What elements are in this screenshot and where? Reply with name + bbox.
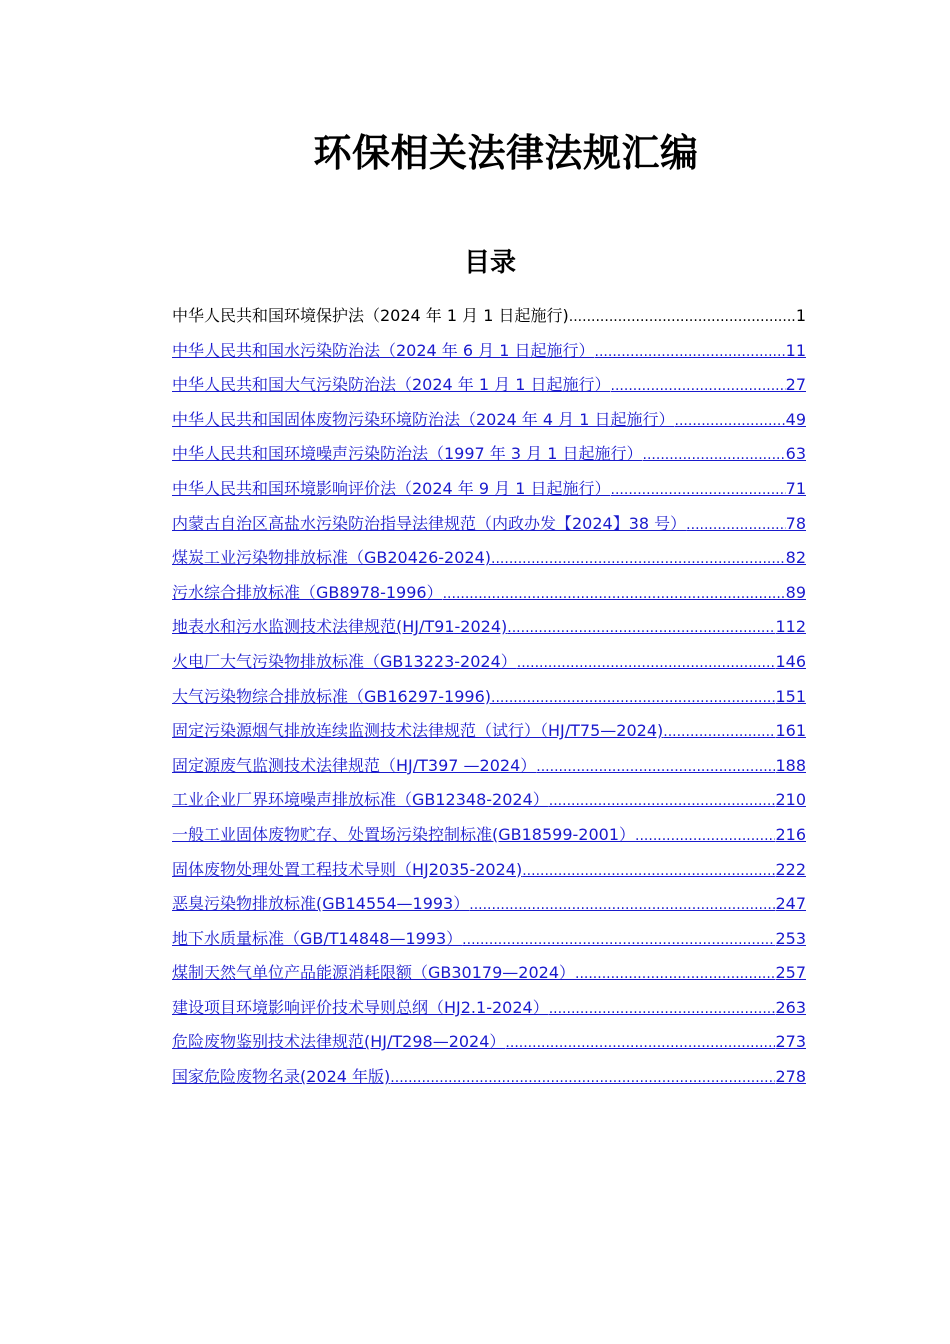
- toc-entry-page-number: 112: [775, 617, 806, 637]
- toc-entry[interactable]: [172, 925, 806, 960]
- toc-entry-title: 污水综合排放标准（GB8978-1996）: [172, 582, 443, 602]
- toc-entry-title: 中华人民共和国水污染防治法（2024 年 6 月 1 日起施行）: [172, 340, 595, 360]
- toc-dot-leader: [469, 891, 775, 919]
- toc-entry-title: 大气污染物综合排放标准（GB16297-1996): [172, 686, 492, 706]
- toc-entry-title: 固体废物处理处置工程技术导则（HJ2035-2024): [172, 859, 523, 879]
- toc-entry-title: 危险废物鉴别技术法律规范(HJ/T298—2024）: [172, 1032, 506, 1052]
- toc-dot-leader: [462, 926, 775, 954]
- toc-entry[interactable]: [172, 440, 806, 475]
- toc-dot-leader: [491, 684, 775, 712]
- toc-entry[interactable]: [172, 683, 806, 718]
- toc-entry-page-number: 278: [775, 1067, 806, 1087]
- table-of-contents: [172, 302, 806, 1098]
- toc-entry-title: 一般工业固体废物贮存、处置场污染控制标准(GB18599-2001）: [172, 824, 636, 844]
- toc-entry[interactable]: [172, 821, 806, 856]
- toc-entry[interactable]: [172, 890, 806, 925]
- toc-entry[interactable]: [172, 475, 806, 510]
- toc-entry-title: 恶臭污染物排放标准(GB14554—1993）: [172, 894, 470, 914]
- toc-dot-leader: [611, 476, 786, 504]
- toc-entry[interactable]: [172, 613, 806, 648]
- toc-entry-title: 国家危险废物名录(2024 年版): [172, 1067, 391, 1087]
- toc-entry-title: 固定源废气监测技术法律规范（HJ/T397 —2024）: [172, 755, 537, 775]
- toc-entry-title: 中华人民共和国环境保护法（2024 年 1 月 1 日起施行): [172, 306, 569, 325]
- toc-entry-page-number: 188: [775, 755, 806, 775]
- toc-dot-leader: [611, 372, 786, 400]
- toc-entry[interactable]: [172, 579, 806, 614]
- toc-dot-leader: [443, 580, 786, 608]
- toc-entry-page-number: 247: [775, 894, 806, 914]
- toc-entry[interactable]: [172, 510, 806, 545]
- toc-entry-title: 内蒙古自治区高盐水污染防治指导法律规范（内政办发【2024】38 号）: [172, 513, 687, 533]
- toc-entry-title: 工业企业厂界环境噪声排放标准（GB12348-2024）: [172, 790, 549, 810]
- toc-entry[interactable]: [172, 337, 806, 372]
- toc-entry-title: 煤炭工业污染物排放标准（GB20426-2024): [172, 548, 492, 568]
- toc-dot-leader: [675, 407, 786, 435]
- toc-entry[interactable]: [172, 371, 806, 406]
- toc-dot-leader: [549, 787, 776, 815]
- toc-dot-leader: [549, 995, 776, 1023]
- toc-entry[interactable]: [172, 717, 806, 752]
- toc-dot-leader: [663, 718, 775, 746]
- toc-entry-page-number: 146: [775, 651, 806, 671]
- toc-entry-title: 中华人民共和国大气污染防治法（2024 年 1 月 1 日起施行）: [172, 375, 611, 395]
- toc-entry-title: 火电厂大气污染物排放标准（GB13223-2024）: [172, 651, 517, 671]
- toc-entry[interactable]: [172, 544, 806, 579]
- toc-entry-page-number: 253: [775, 928, 806, 948]
- toc-dot-leader: [569, 303, 796, 331]
- toc-dot-leader: [517, 649, 776, 677]
- toc-entry[interactable]: [172, 1063, 806, 1098]
- toc-entry-page-number: 151: [775, 686, 806, 706]
- toc-entry-page-number: 222: [775, 859, 806, 879]
- toc-dot-leader: [390, 1064, 775, 1092]
- toc-entry-page-number: 49: [785, 409, 806, 429]
- toc-entry-title: 中华人民共和国环境影响评价法（2024 年 9 月 1 日起施行）: [172, 478, 611, 498]
- toc-entry-title: 地下水质量标准（GB/T14848—1993）: [172, 928, 463, 948]
- toc-entry-page-number: 27: [785, 375, 806, 395]
- toc-dot-leader: [491, 545, 786, 573]
- toc-entry-title: 中华人民共和国固体废物污染环境防治法（2024 年 4 月 1 日起施行）: [172, 409, 675, 429]
- toc-entry-title: 煤制天然气单位产品能源消耗限额（GB30179—2024）: [172, 963, 575, 983]
- toc-entry-title: 建设项目环境影响评价技术导则总纲（HJ2.1-2024）: [172, 997, 549, 1017]
- toc-entry[interactable]: [172, 856, 806, 891]
- toc-entry[interactable]: [172, 1028, 806, 1063]
- toc-dot-leader: [575, 960, 775, 988]
- toc-dot-leader: [635, 822, 775, 850]
- toc-entry-page-number: 257: [775, 963, 806, 983]
- toc-entry-page-number: 89: [785, 582, 806, 602]
- toc-entry[interactable]: [172, 959, 806, 994]
- toc-entry[interactable]: [172, 752, 806, 787]
- toc-entry: [172, 302, 806, 337]
- toc-entry-page-number: 210: [775, 790, 806, 810]
- toc-entry-page-number: 63: [785, 444, 806, 464]
- toc-entry-page-number: 161: [775, 721, 806, 741]
- toc-entry-title: 中华人民共和国环境噪声污染防治法（1997 年 3 月 1 日起施行）: [172, 444, 643, 464]
- toc-dot-leader: [686, 511, 785, 539]
- toc-dot-leader: [505, 1029, 775, 1057]
- toc-entry-page-number: 263: [775, 997, 806, 1017]
- toc-dot-leader: [643, 441, 786, 469]
- toc-dot-leader: [536, 753, 775, 781]
- toc-entry-page-number: 78: [785, 513, 806, 533]
- toc-entry-page-number: 273: [775, 1032, 806, 1052]
- toc-entry-title: 固定污染源烟气排放连续监测技术法律规范（试行）（HJ/T75—2024): [172, 721, 664, 741]
- toc-entry-page-number: 1: [795, 306, 806, 325]
- toc-entry[interactable]: [172, 994, 806, 1029]
- document-title: 环保相关法律法规汇编: [313, 131, 699, 175]
- toc-heading: 目录: [463, 248, 516, 278]
- toc-entry[interactable]: [172, 406, 806, 441]
- toc-dot-leader: [522, 857, 775, 885]
- toc-dot-leader: [507, 614, 775, 642]
- toc-entry-page-number: 11: [785, 340, 806, 360]
- toc-entry-title: 地表水和污水监测技术法律规范(HJ/T91-2024): [172, 617, 508, 637]
- toc-entry-page-number: 82: [785, 548, 806, 568]
- toc-entry[interactable]: [172, 786, 806, 821]
- toc-entry-page-number: 71: [785, 478, 806, 498]
- toc-entry-page-number: 216: [775, 824, 806, 844]
- toc-entry[interactable]: [172, 648, 806, 683]
- toc-dot-leader: [595, 338, 786, 366]
